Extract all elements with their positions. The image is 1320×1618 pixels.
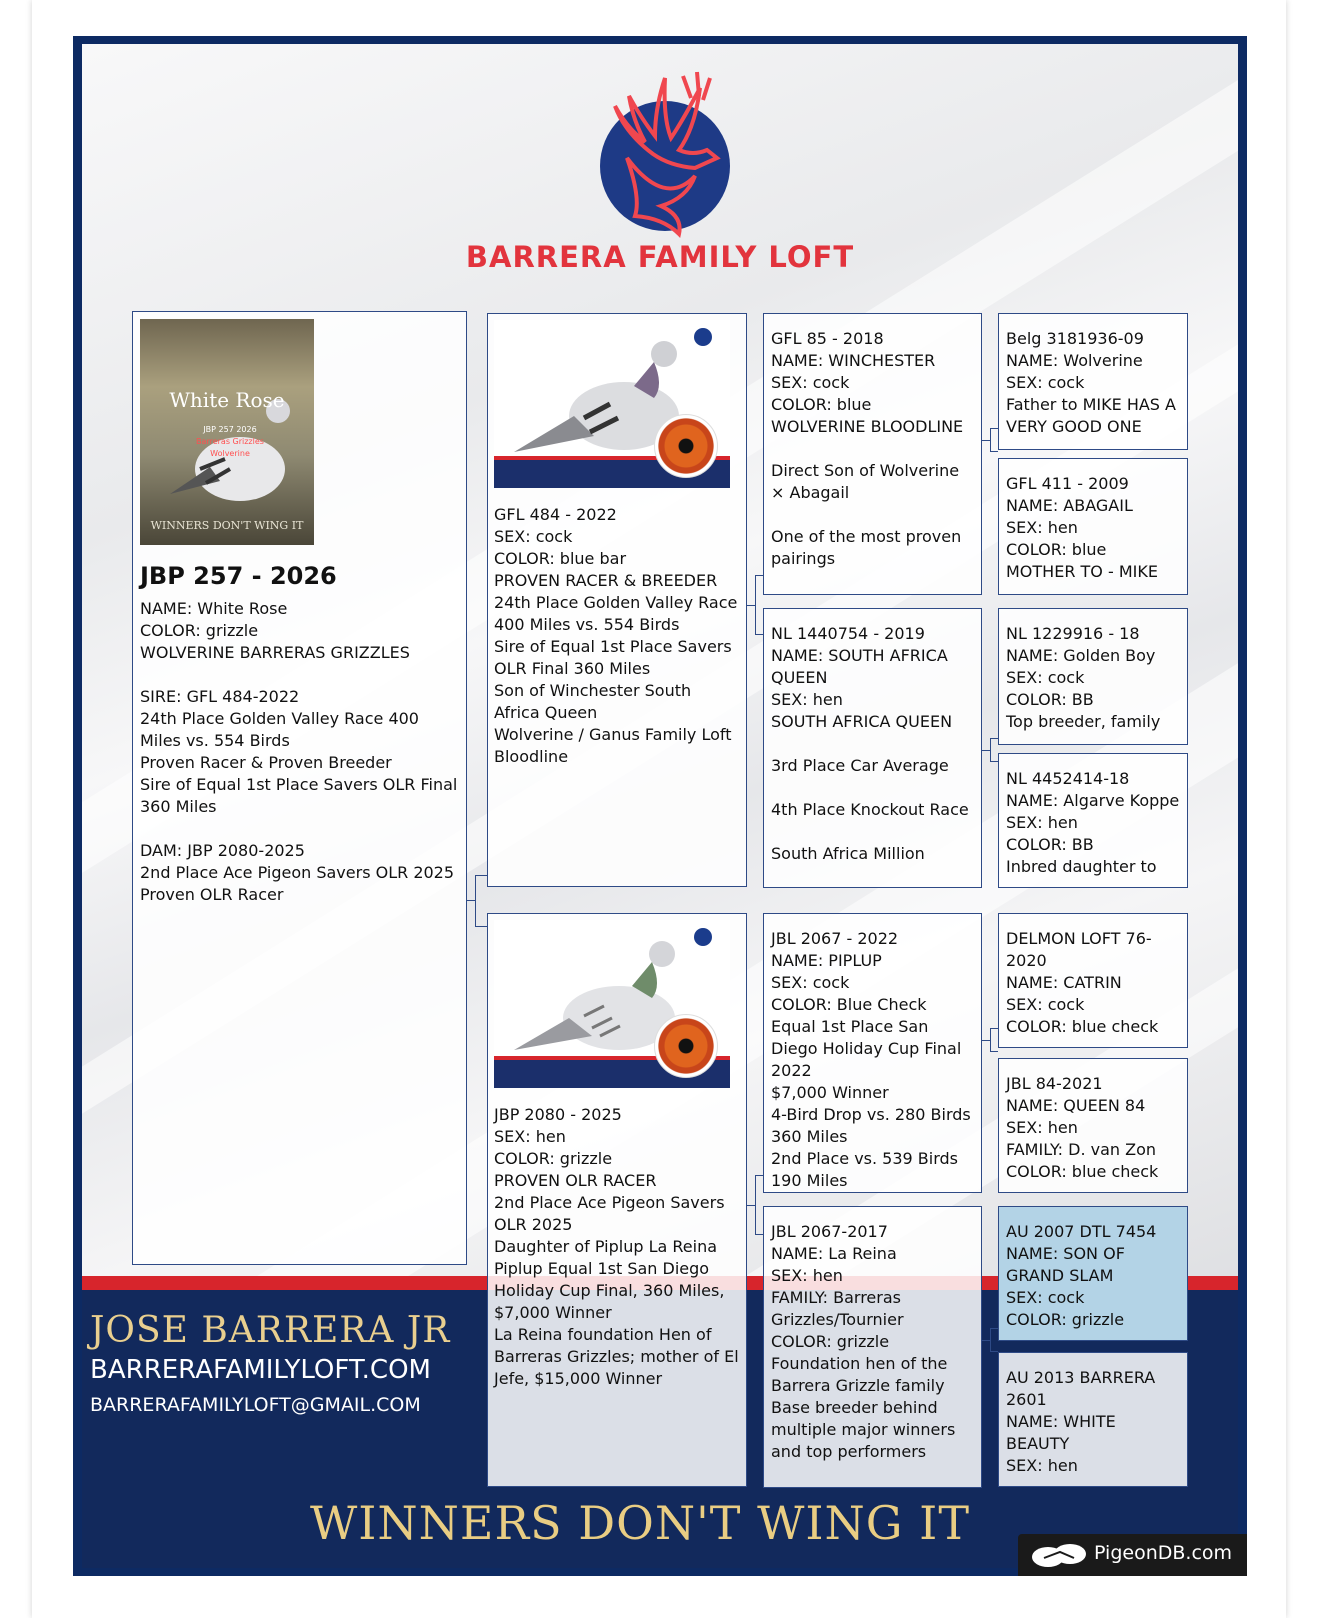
owner-name: JOSE BARRERA JR [90, 1310, 451, 1351]
slogan: WINNERS DON'T WING IT [309, 1496, 970, 1550]
great-grandparent-card [998, 1058, 1188, 1193]
eye-photo-icon [654, 1014, 718, 1078]
great-grandparent-details: AU 2007 DTL 7454 NAME: SON OF GRAND SLAM SEX: cock COLOR: grizzle [1006, 1222, 1157, 1329]
pigeondb-logo-icon [1030, 1542, 1090, 1568]
pigeondb-watermark [1018, 1534, 1247, 1576]
dam-photo [494, 920, 730, 1088]
great-grandparent-details: AU 2013 BARRERA 2601 NAME: WHITE BEAUTY SEX: hen [1006, 1368, 1156, 1475]
granddam-dam-card [763, 1206, 982, 1488]
great-grandparent-card [998, 313, 1188, 450]
great-grandparent-card-highlighted [998, 1206, 1188, 1341]
great-grandparent-details: Belg 3181936-09 NAME: Wolverine SEX: cock Father to MIKE HAS A VERY GOOD ONE [1006, 329, 1176, 436]
website-link[interactable]: BARRERAFAMILYLOFT.COM [90, 1355, 431, 1385]
grandsire-dam-card [763, 913, 982, 1193]
great-grandparent-details: JBL 84-2021 NAME: QUEEN 84 SEX: hen FAMILY: D. van Zon COLOR: blue check [1006, 1074, 1159, 1181]
sire-details: GFL 484 - 2022 SEX: cock COLOR: blue bar PROVEN RACER & BREEDER 24th Place Golden Valley Race 400 Miles vs. 554 Birds Sire of Equal 1st Place Savers OLR Final 360 Miles Son of Winchester South Africa Queen Wolverine / Ganus Family Loft Bloodline [494, 505, 738, 766]
eye-photo-icon [654, 414, 718, 478]
poster-line1: Barreras Grizzles [196, 437, 264, 446]
grandparent-details: JBL 2067 - 2022 NAME: PIPLUP SEX: cock COLOR: Blue Check Equal 1st Place San Diego Holiday Cup Final 2022 $7,000 Winner 4-Bird Drop vs. 280 Birds 360 Miles 2nd Place vs. 539 Birds 190 Miles [771, 929, 971, 1190]
grandparent-details: GFL 85 - 2018 NAME: WINCHESTER SEX: cock COLOR: blue WOLVERINE BLOODLINE Direct Son of Wolverine × Abagail One of the most proven pairings [771, 329, 964, 568]
grandsire-sire-card [763, 313, 982, 595]
great-grandparent-details: GFL 411 - 2009 NAME: ABAGAIL SEX: hen COLOR: blue MOTHER TO - MIKE [1006, 474, 1158, 581]
grandparent-details: NL 1440754 - 2019 NAME: SOUTH AFRICA QUEEN SEX: hen SOUTH AFRICA QUEEN 3rd Place Car Average 4th Place Knockout Race South Africa Million [771, 624, 969, 863]
granddam-sire-card [763, 608, 982, 888]
great-grandparent-card [998, 753, 1188, 888]
email-link[interactable]: BARRERAFAMILYLOFT@GMAIL.COM [90, 1394, 421, 1416]
grandparent-details: JBL 2067-2017 NAME: La Reina SEX: hen FAMILY: Barreras Grizzles/Tournier COLOR: grizzle Foundation hen of the Barrera Grizzle family Base breeder behind multiple major winners and top performers [771, 1222, 956, 1461]
poster-tagline: WINNERS DON'T WING IT [150, 519, 304, 532]
sire-card [487, 313, 747, 887]
brand-title: BARRERA FAMILY LOFT [465, 240, 855, 274]
dam-card [487, 913, 747, 1487]
bird-logo-icon [575, 58, 745, 248]
great-grandparent-details: DELMON LOFT 76-2020 NAME: CATRIN SEX: cock COLOR: blue check [1006, 929, 1159, 1036]
great-grandparent-card [998, 608, 1188, 745]
subject-ring: JBP 257 - 2026 [140, 562, 337, 590]
dam-details: JBP 2080 - 2025 SEX: hen COLOR: grizzle PROVEN OLR RACER 2nd Place Ace Pigeon Savers OLR 2025 Daughter of Piplup La Reina Piplup Equal 1st San Diego Holiday Cup Final, 360 Miles, $7,000 Winner La Reina foundation Hen of Barreras Grizzles; mother of El Jefe, $15,000 Winner [494, 1105, 739, 1388]
great-grandparent-details: NL 4452414-18 NAME: Algarve Koppe SEX: hen COLOR: BB Inbred daughter to [1006, 769, 1180, 876]
great-grandparent-details: NL 1229916 - 18 NAME: Golden Boy SEX: cock COLOR: BB Top breeder, family [1006, 624, 1161, 731]
poster-line2: Wolverine [210, 449, 250, 458]
subject-details: NAME: White Rose COLOR: grizzle WOLVERINE BARRERAS GRIZZLES SIRE: GFL 484-2022 24th Place Golden Valley Race 400 Miles vs. 554 Birds Proven Racer & Proven Breeder Sire of Equal 1st Place Savers OLR Final 360 Miles DAM: JBP 2080-2025 2nd Place Ace Pigeon Savers OLR 2025 Proven OLR Racer [140, 599, 458, 904]
subject-poster [140, 319, 314, 545]
pigeondb-text: PigeonDB.com [1094, 1542, 1233, 1564]
great-grandparent-card [998, 913, 1188, 1048]
great-grandparent-card [998, 1352, 1188, 1487]
mini-logo-icon [694, 928, 712, 946]
mini-logo-icon [694, 328, 712, 346]
subject-card [132, 311, 467, 1265]
great-grandparent-card [998, 458, 1188, 595]
sire-photo [494, 320, 730, 488]
poster-title: White Rose [169, 388, 285, 412]
poster-ring: JBP 257 2026 [203, 425, 257, 434]
